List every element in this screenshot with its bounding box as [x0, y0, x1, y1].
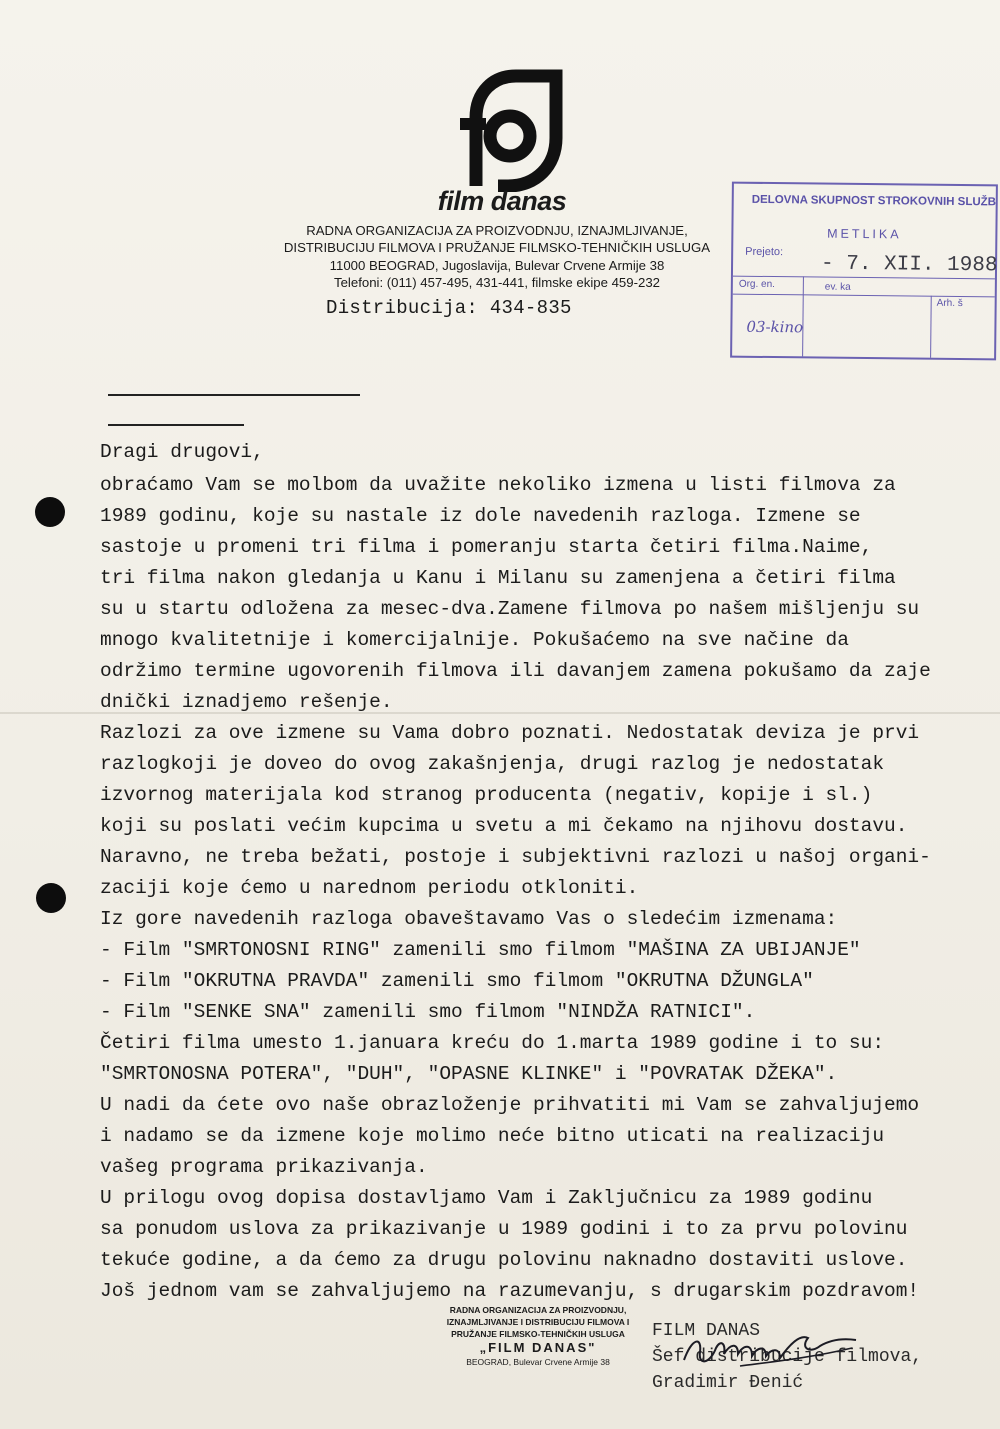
brand-name: film danas: [437, 186, 567, 216]
letter-line: zaciji koje ćemo u narednom periodu otkloniti.: [100, 877, 639, 899]
letter-line: - Film "SENKE SNA" zamenili smo filmom "NINDŽA RATNICI".: [100, 1001, 756, 1023]
stamp-prejeto-label: Prejeto:: [745, 245, 784, 259]
seal-address: BEOGRAD, Bulevar Crvene Armije 38: [466, 1357, 610, 1367]
seal-line-1: RADNA ORGANIZACIJA ZA PROIZVODNJU,: [449, 1305, 627, 1315]
letter-line: Iz gore navedenih razloga obaveštavamo Vas o sledećim izmenama:: [100, 908, 838, 930]
film-danas-logo: [438, 62, 568, 192]
distribucija-number: Distribucija: 434-835: [326, 297, 572, 319]
letter-line: sastoje u promeni tri filma i pomeranju starta četiri filma.Naime,: [100, 536, 873, 558]
letter-line: Još jednom vam se zahvaljujemo na razumevanju, s drugarskim pozdravom!: [100, 1280, 920, 1302]
letter-line: vašeg programa prikazivanja.: [100, 1156, 428, 1178]
letter-line: razlogkoji je doveo do ovog zakašnjenja, drugi razlog je nedostatak: [100, 753, 885, 775]
company-header: [262, 222, 732, 291]
letter-line: U nadi da ćete ovo naše obrazloženje prihvatiti mi Vam se zahvaljujemo: [100, 1094, 920, 1116]
letter-line: tekuće godine, a da ćemo za drugu polovinu naknadno dostaviti uslove.: [100, 1249, 908, 1271]
company-phones: Telefoni: (011) 457-495, 431-441, filmske ekipe 459-232: [334, 275, 660, 290]
received-stamp: [730, 182, 998, 361]
letter-line: održimo termine ugovorenih filmova ili davanjem zamena pokušamo da zaje: [100, 660, 931, 682]
letter-line: dnički iznadjemo rešenje.: [100, 691, 393, 713]
company-seal: [428, 1304, 648, 1368]
signature-name: Gradimir Đenić: [652, 1373, 804, 1393]
stamp-org-en-label: Org. en.: [738, 278, 776, 291]
stamp-city: METLIKA: [827, 226, 902, 242]
stamp-organization: DELOVNA SKUPNOST STROKOVNIH SLUŽB: [751, 193, 997, 209]
letter-line: i nadamo se da izmene koje molimo neće bitno uticati na realizaciju: [100, 1125, 885, 1147]
greeting: Dragi drugovi,: [100, 441, 264, 463]
address-line: [108, 424, 244, 426]
address-line: [108, 394, 360, 396]
seal-line-3: PRUŽANJE FILMSKO-TEHNIČKIH USLUGA: [451, 1329, 625, 1339]
letter-line: obraćamo Vam se molbom da uvažite nekoliko izmena u listi filmova za: [100, 474, 896, 496]
signature-company: FILM DANAS: [652, 1321, 761, 1341]
handwritten-signature: [680, 1318, 860, 1378]
company-address: 11000 BEOGRAD, Jugoslavija, Bulevar Crvene Armije 38: [329, 258, 665, 273]
letter-line: koji su poslati većim kupcima u svetu a mi čekamo na njihovu dostavu.: [100, 815, 908, 837]
company-line-1: RADNA ORGANIZACIJA ZA PROIZVODNJU, IZNAJMLJIVANJE,: [306, 223, 688, 238]
stamp-ev-label: ev. ka: [824, 281, 851, 293]
stamp-divider: [930, 296, 932, 358]
letter-line: U prilogu ovog dopisa dostavljamo Vam i Zaključnicu za 1989 godinu: [100, 1187, 873, 1209]
letter-line: su u startu odložena za mesec-dva.Zamene filmova po našem mišljenju su: [100, 598, 920, 620]
stamp-divider: [733, 294, 995, 298]
letter-line: tri filma nakon gledanja u Kanu i Milanu su zamenjena a četiri filma: [100, 567, 896, 589]
seal-company-name: „FILM DANAS": [479, 1340, 597, 1355]
letter-line: izvornog materijala kod stranog producenta (negativ, kopije i sl.): [100, 784, 873, 806]
letter-line: Četiri filma umesto 1.januara kreću do 1.marta 1989 godine i to su:: [100, 1032, 885, 1054]
punch-hole-bottom: [36, 883, 66, 913]
seal-line-2: IZNAJMLJIVANJE I DISTRIBUCIJU FILMOVA I: [446, 1317, 630, 1327]
letter-line: Razlozi za ove izmene su Vama dobro poznati. Nedostatak deviza je prvi: [100, 722, 920, 744]
letter-body: [100, 437, 990, 1307]
letter-line: Naravno, ne treba bežati, postoje i subjektivni razlozi u našoj organi-: [100, 846, 931, 868]
letter-line: "SMRTONOSNA POTERA", "DUH", "OPASNE KLINKE" i "POVRATAK DŽEKA".: [100, 1063, 838, 1085]
signature-title: Šef distribucije filmova,: [652, 1347, 923, 1367]
stamp-date: - 7. XII. 1988: [820, 252, 998, 278]
letter-line: 1989 godinu, koje su nastale iz dole navedenih razloga. Izmene se: [100, 505, 861, 527]
letter-line: mnogo kvalitetnije i komercijalnije. Pokušaćemo na sve načine da: [100, 629, 849, 651]
letter-line: - Film "OKRUTNA PRAVDA" zamenili smo filmom "OKRUTNA DŽUNGLA": [100, 970, 814, 992]
company-line-2: DISTRIBUCIJU FILMOVA I PRUŽANJE FILMSKO-TEHNIČKIH USLUGA: [283, 240, 711, 255]
letter-line: sa ponudom uslova za prikazivanje u 1989 godini i to za prvu polovinu: [100, 1218, 908, 1240]
stamp-divider: [802, 276, 804, 356]
stamp-arh-label: Arh. š: [936, 297, 963, 310]
letter-line: - Film "SMRTONOSNI RING" zamenili smo filmom "MAŠINA ZA UBIJANJE": [100, 939, 861, 961]
stamp-handwritten-note: 03-kino: [746, 317, 804, 337]
punch-hole-top: [35, 497, 65, 527]
